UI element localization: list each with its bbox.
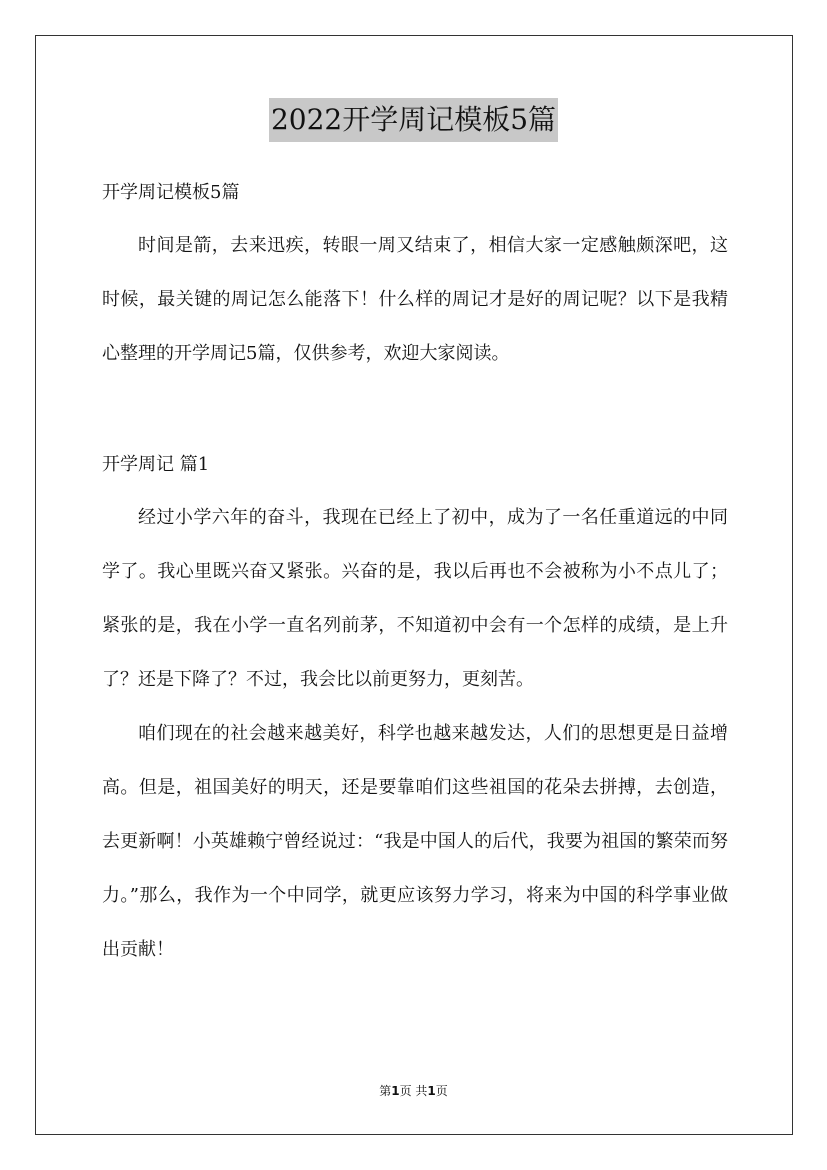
section1-paragraph-1: 经过小学六年的奋斗，我现在已经上了初中，成为了一名任重道远的中同学了。我心里既兴奋又紧张。兴奋的是，我以后再也不会被称为小不点儿了；紧张的是，我在小学一直名列前茅，不知道初中会有一个怎样的成绩，是上升了？还是下降了？不过，我会比以前更努力，更刻苦。 bbox=[102, 507, 728, 690]
page-footer bbox=[0, 1082, 827, 1099]
footer-total-pages: 1 bbox=[427, 1084, 436, 1098]
footer-prefix: 第 bbox=[379, 1084, 392, 1098]
section-heading: 开学周记 篇1 bbox=[102, 454, 210, 475]
document-title-wrapper bbox=[0, 98, 827, 142]
section1-body bbox=[102, 491, 728, 977]
intro-block bbox=[102, 219, 728, 381]
intro-paragraph: 时间是箭，去来迅疾，转眼一周又结束了，相信大家一定感触颇深吧，这时候，最关键的周记怎么能落下！什么样的周记才是好的周记呢？以下是我精心整理的开学周记5篇，仅供参考，欢迎大家阅读。 bbox=[102, 235, 728, 364]
footer-page-number: 1 bbox=[391, 1084, 400, 1098]
footer-mid: 页 共 bbox=[399, 1084, 428, 1098]
document-title: 2022开学周记模板5篇 bbox=[269, 98, 558, 142]
subtitle: 开学周记模板5篇 bbox=[102, 182, 240, 203]
footer-suffix: 页 bbox=[435, 1084, 448, 1098]
section1-paragraph-2: 咱们现在的社会越来越美好，科学也越来越发达，人们的思想更是日益增高。但是，祖国美好的明天，还是要靠咱们这些祖国的花朵去拼搏，去创造，去更新啊！小英雄赖宁曾经说过：“我是中国人的后代，我要为祖国的繁荣而努力。”那么，我作为一个中同学，就更应该努力学习，将来为中国的科学事业做出贡献！ bbox=[102, 723, 728, 960]
